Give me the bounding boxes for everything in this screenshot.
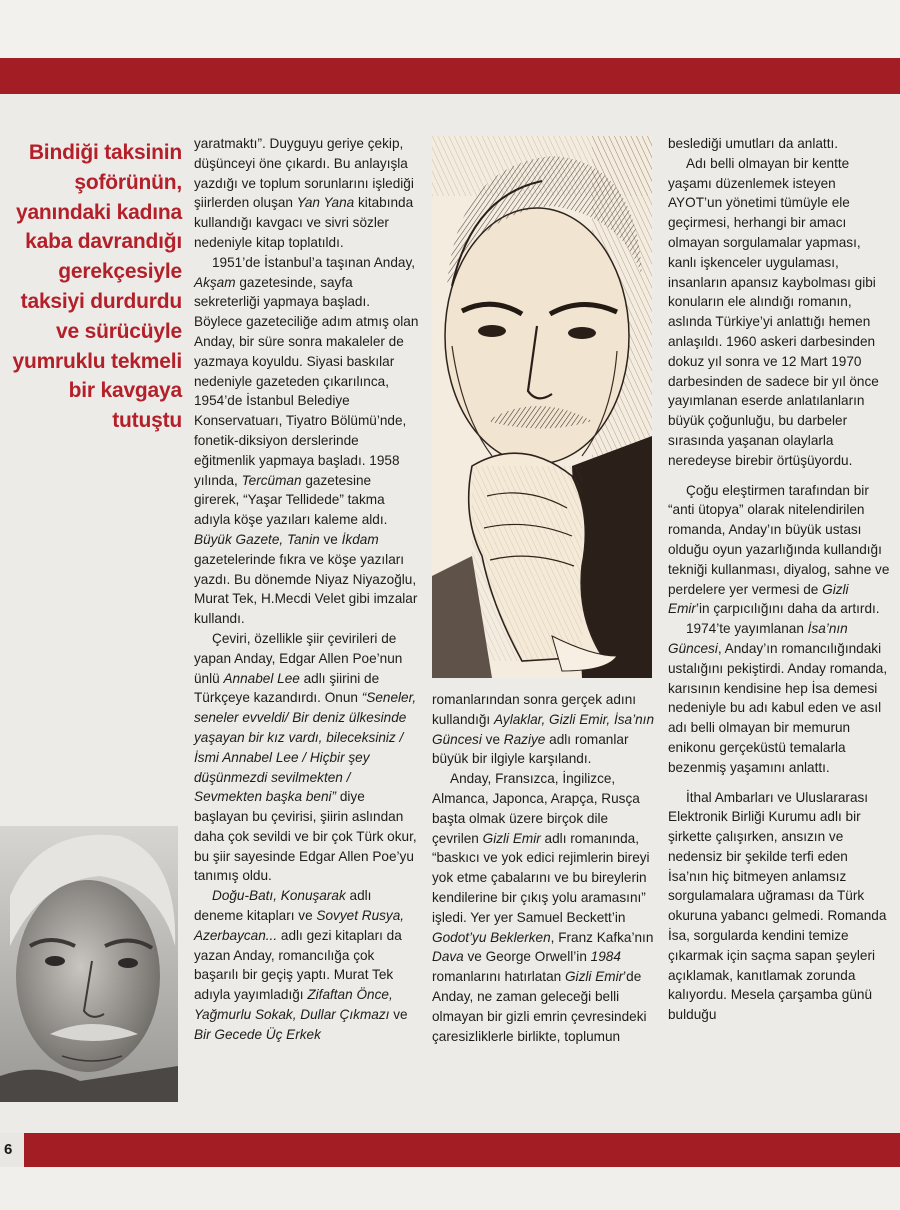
article-column-3 [668, 134, 890, 1025]
paragraph: 1974’te yayımlanan İsa’nın Güncesi, Anday’ın romancılığındaki ustalığını pekiştirdi. Anday romanda, karısının kendisine hep İsa demesi nedeniyle bu adı kabul eden ve asıl adı belli olmayan bir memurun enikonu gerçeküstü temalarla bezenmiş yaşamını anlattı. [668, 621, 888, 775]
portrait-sketch-image [432, 136, 652, 678]
paragraph: yaratmaktı”. Duyguyu geriye çekip, düşünceyi öne çıkardı. Bu anlayışla yazdığı ve toplum sorunlarını işlediği şiirlerden oluşan Yan Yana kitabında kullandığı kavgacı ve sivri sözler nedeniyle kitap toplatıldı. [194, 136, 414, 250]
paragraph: Doğu-Batı, Konuşarak adlı deneme kitapları ve Sovyet Rusya, Azerbaycan... adlı gezi kitapları da yazan Anday, romancılığa çok başarılı bir geçiş yaptı. Murat Tek adıyla yayımladığı Zifaftan Önce, Yağmurlu Sokak, Dullar Çıkmazı ve Bir Gecede Üç Erkek [194, 888, 408, 1042]
bottom-margin [0, 1167, 900, 1210]
article-column-1 [194, 134, 420, 1045]
article-column-2 [432, 690, 654, 1046]
paragraph: Anday, Fransızca, İngilizce, Almanca, Japonca, Arapça, Rusça başta olmak üzere birçok dile çevrilen Gizli Emir adlı romanında, “baskıcı ve yok edici rejimlerin bireyi yok etme çabalarını ve bu bireylerin kendilerine bir çıkış yolu aramasını” işledi. Yer yer Samuel Beckett’in Godot’yu Beklerken, Franz Kafka’nın Dava ve George Orwell’in 1984 romanlarını hatırlatan Gizli Emir’de Anday, ne zaman geleceği belli olmayan bir gizli emrin çevresindeki çaresizliklerle birlikte, toplumun [432, 771, 654, 1044]
photo-drawing [0, 826, 178, 1102]
paragraph: romanlarından sonra gerçek adını kullandığı Aylaklar, Gizli Emir, İsa’nın Güncesi ve Raziye adlı romanlar büyük bir ilgiyle karşılandı. [432, 692, 654, 767]
portrait-photo-image [0, 826, 178, 1102]
top-margin [0, 0, 900, 58]
header-red-bar [0, 58, 900, 94]
paragraph: Çeviri, özellikle şiir çevirileri de yapan Anday, Edgar Allen Poe’nun ünlü Annabel Lee adlı şiirini de Türkçeye kazandırdı. Onun “Seneler, seneler evveldi/ Bir deniz ülkesinde yaşayan bir kız vardı, bileceksiniz / İsmi Annabel Lee / Hiçbir şey düşünmezdi sevilmekten / Sevmekten başka beni” diye başlayan bu çevirisi, şiirin aslından daha çok sevildi ve bir çok Türk okur, bu şiir sayesinde Edgar Allen Poe’yu tanımış oldu. [194, 630, 417, 884]
paragraph: Adı belli olmayan bir kentte yaşamı düzenlemek isteyen AYOT’un yönetimi tümüyle ele geçirmesi, herhangi bir amacı olmayan sorgulamalar yapması, kanlı işkenceler uygulaması, insanların apansız kaybolması gibi konuların ele alındığı romanın, aslında Türkiye’yi anlattığı hemen anlaşıldı. 1960 askeri darbesinden dokuz yıl sonra ve 12 Mart 1970 darbesinden de sadece bir yıl önce yayımlanan eserde anlatılanların büyük çoğunluğu, bu darbeler sırasında yaşanan olaylarla neredeyse birebir örtüşüyordu. [668, 155, 879, 468]
page-number: 6 [0, 1133, 24, 1167]
pull-quote: Bindiği taksinin şoförünün, yanındaki kadına kaba davrandığı gerekçesiyle taksiyi durdurdu ve sürücüyle yumruklu tekmeli bir kavgaya tutuştu [12, 141, 182, 433]
paragraph: Çoğu eleştirmen tarafından bir “anti ütopya” olarak nitelendirilen romanda, Anday’ın büyük ustası olduğu oyun yazarlığında kullandığı tekniği kullanması, diyalog, sahne ve perdelere yer vermesi de Gizli Emir’in çarpıcılığını daha da artırdı. [668, 482, 890, 617]
sketch-drawing [432, 136, 652, 678]
paragraph: beslediği umutları da anlattı. [668, 136, 839, 151]
footer-red-bar [24, 1133, 900, 1167]
paragraph: İthal Ambarları ve Uluslararası Elektronik Birliği Kurumu adlı bir şirkette çalışırken, ansızın ve nedensiz bir şekilde terfi eden İsa’nın hiç bitmeyen anlamsız sorgulamalara uğraması da Türk okuruna yabancı gelmedi. Romanda İsa, sorgularda kendini temize çıkarmak için saçma sapan şeyleri açıklamak, kanıtlamak zorunda kalıyordu. Mesela çarşamba günü bulduğu [668, 789, 887, 1023]
paragraph: 1951’de İstanbul’a taşınan Anday, Akşam gazetesinde, sayfa sekreterliği yapmaya başladı. Böylece gazeteciliğe adım atmış olan Anday, bir süre sonra makaleler de yazmaya koyuldu. Siyasi baskılar nedeniyle gazeteden çıkarılınca, 1954’de İstanbul Belediye Konservatuarı, Tiyatro Bölümü’nde, fonetik-diksiyon derslerinde eğitmenlik yapmaya başladı. 1958 yılında, Tercüman gazetesine girerek, “Yaşar Tellidede” takma adıyla köşe yazıları kaleme aldı. Büyük Gazete, Tanin ve İkdam gazetelerinde fıkra ve köşe yazıları yazdı. Bu dönemde Niyaz Niyazoğlu, Murat Tek, H.Mecdi Velet gibi imzalar kullandı. [194, 254, 419, 627]
